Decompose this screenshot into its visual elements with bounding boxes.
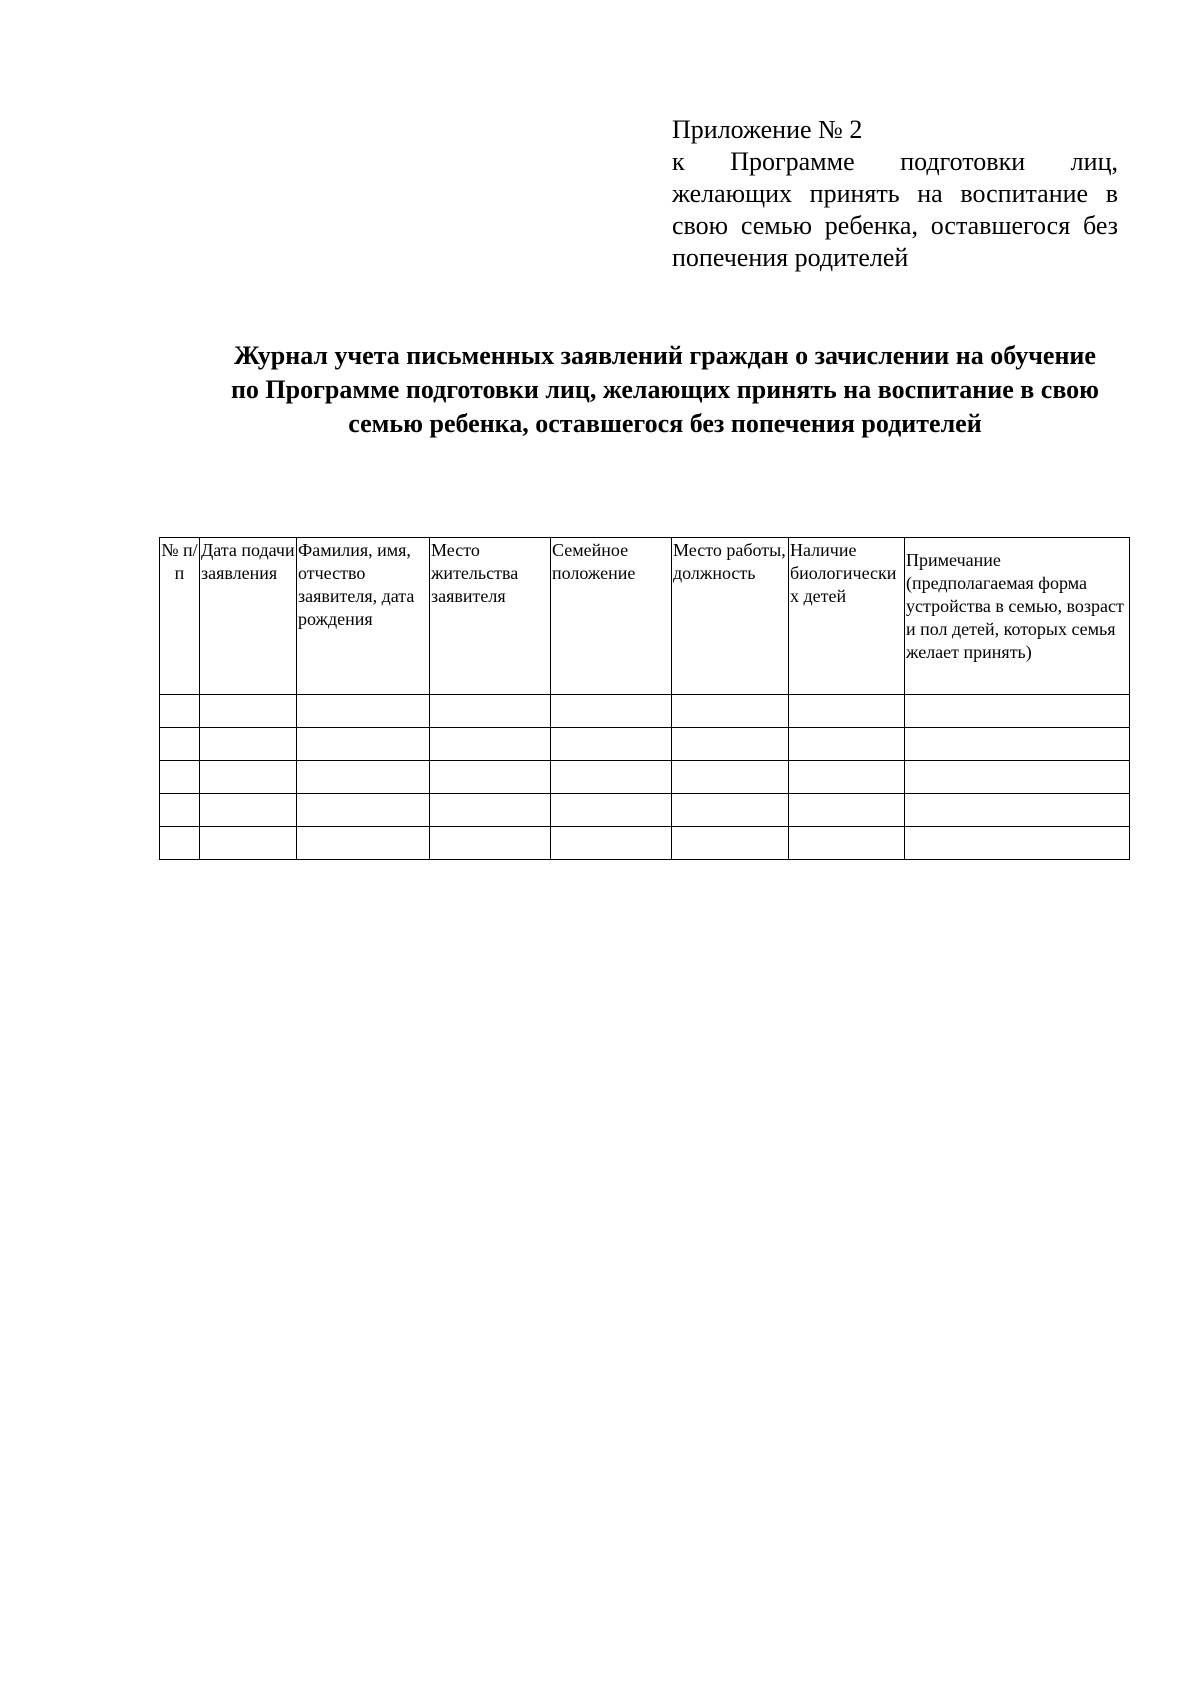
table-cell bbox=[905, 728, 1130, 761]
header-cell-marital-status: Семейное положение bbox=[551, 538, 672, 695]
table-cell bbox=[789, 695, 905, 728]
table-cell bbox=[789, 827, 905, 860]
table-row bbox=[160, 827, 1130, 860]
table-cell bbox=[905, 794, 1130, 827]
table-cell bbox=[430, 728, 551, 761]
table-cell bbox=[551, 728, 672, 761]
appendix-number: Приложение № 2 bbox=[672, 115, 863, 144]
table-cell bbox=[551, 695, 672, 728]
header-cell-note: Примечание (предполагаемая форма устройства в семью, возраст и пол детей, которых семья желает принять) bbox=[905, 538, 1130, 695]
header-cell-date: Дата подачи заявления bbox=[200, 538, 297, 695]
table-cell bbox=[297, 728, 430, 761]
header-cell-number: № п/п bbox=[160, 538, 200, 695]
table-cell bbox=[551, 827, 672, 860]
table-cell bbox=[430, 827, 551, 860]
table-cell bbox=[160, 761, 200, 794]
header-cell-name: Фамилия, имя, отчество заявителя, дата рождения bbox=[297, 538, 430, 695]
table-cell bbox=[160, 827, 200, 860]
table-row bbox=[160, 794, 1130, 827]
table-cell bbox=[160, 695, 200, 728]
table-cell bbox=[905, 695, 1130, 728]
page-title: Журнал учета письменных заявлений граждан о зачислении на обучение по Программе подготовки лиц, желающих принять на воспитание в свою семью ребенка, оставшегося без попечения родителей bbox=[230, 341, 1100, 438]
table-cell bbox=[672, 728, 789, 761]
table-cell bbox=[430, 695, 551, 728]
header-cell-workplace: Место работы, должность bbox=[672, 538, 789, 695]
table-cell bbox=[200, 794, 297, 827]
table-cell bbox=[297, 761, 430, 794]
table-header-row bbox=[160, 538, 1130, 695]
table-cell bbox=[905, 827, 1130, 860]
table-cell bbox=[430, 761, 551, 794]
table-cell bbox=[160, 728, 200, 761]
table-cell bbox=[200, 695, 297, 728]
table-cell bbox=[160, 794, 200, 827]
table-cell bbox=[200, 728, 297, 761]
table-cell bbox=[789, 728, 905, 761]
table-cell bbox=[672, 794, 789, 827]
table-row bbox=[160, 695, 1130, 728]
table-cell bbox=[297, 695, 430, 728]
header-cell-residence: Место жительства заявителя bbox=[430, 538, 551, 695]
appendix-reference: к Программе подготовки лиц, желающих принять на воспитание в свою семью ребенка, оставшегося без попечения родителей bbox=[672, 147, 1118, 272]
table-cell bbox=[789, 794, 905, 827]
table-cell bbox=[430, 794, 551, 827]
table-cell bbox=[200, 827, 297, 860]
table-row bbox=[160, 728, 1130, 761]
table-row bbox=[160, 761, 1130, 794]
table-cell bbox=[789, 761, 905, 794]
table-cell bbox=[905, 761, 1130, 794]
table-cell bbox=[200, 761, 297, 794]
table-cell bbox=[297, 794, 430, 827]
header-cell-children: Наличие биологических детей bbox=[789, 538, 905, 695]
table-cell bbox=[551, 761, 672, 794]
appendix-note bbox=[672, 114, 1118, 274]
table-cell bbox=[672, 761, 789, 794]
table-cell bbox=[672, 695, 789, 728]
table-cell bbox=[551, 794, 672, 827]
journal-table bbox=[159, 537, 1130, 860]
table-cell bbox=[672, 827, 789, 860]
table-cell bbox=[297, 827, 430, 860]
